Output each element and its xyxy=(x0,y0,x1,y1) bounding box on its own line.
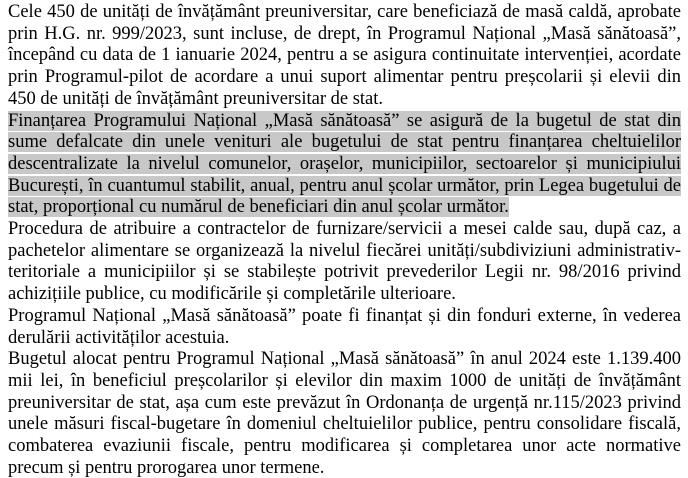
paragraph-text: Procedura de atribuire a contractelor de furnizare/servicii a mesei calde sau, după caz, a pachetelor alimentare se organizează la nivelul fiecărei unități/subdiviziuni administrativ-teritoriale a municipiilor și se stabilește potrivit prevederilor Legii nr. 98/2016 privind achizițiile publice, cu modificările și completările ulterioare. xyxy=(8,219,681,305)
paragraph-highlighted xyxy=(8,111,681,220)
paragraph-text: Cele 450 de unități de învățământ preuniversitar, care beneficiază de masă caldă, aprobate prin H.G. nr. 999/2023, sunt incluse, de drept, în Programul Național „Masă sănătoasă”, începând cu data de 1 ianuarie 2024, pentru a se asigura continuitate intervenției, acordate prin Programul-pilot de acordare a unui suport alimentar pentru preșcolarii și elevii din 450 de unități de învățământ preuniversitar de stat. xyxy=(8,2,681,109)
paragraph xyxy=(8,349,681,478)
paragraph xyxy=(8,306,681,349)
paragraph-text: Bugetul alocat pentru Programul Național „Masă sănătoasă” în anul 2024 este 1.139.400 mii lei, în beneficiul preșcolarilor și elevilor din maxim 1000 de unități de învățământ preuniversitar de stat, așa cum este prevăzut în Ordonanța de urgență nr.115/2023 privind unele măsuri fiscal-bugetare în domeniul cheltuielilor publice, pentru consolidare fiscală, combaterea evaziunii fiscale, pentru modificarea și completarea unor acte normative precum și pentru prorogarea unor termene. xyxy=(8,349,681,478)
highlighted-text: Finanțarea Programului Național „Masă sănătoasă” se asigură de la bugetul de stat din sume defalcate din unele venituri ale bugetului de stat pentru finanțarea cheltuielilor descentralizate la nivelul comunelor, orașelor, municipiilor, sectoarelor și municipiului București, în cuantumul stabilit, anual, pentru anul școlar următor, prin Legea bugetului de stat, proporțional cu numărul de beneficiari din anul școlar următor. xyxy=(8,110,681,218)
paragraph xyxy=(8,219,681,306)
paragraph xyxy=(8,2,681,111)
paragraph-text: Programul Național „Masă sănătoasă” poate fi finanțat și din fonduri externe, în vederea derulării activităților acestuia. xyxy=(8,305,681,348)
